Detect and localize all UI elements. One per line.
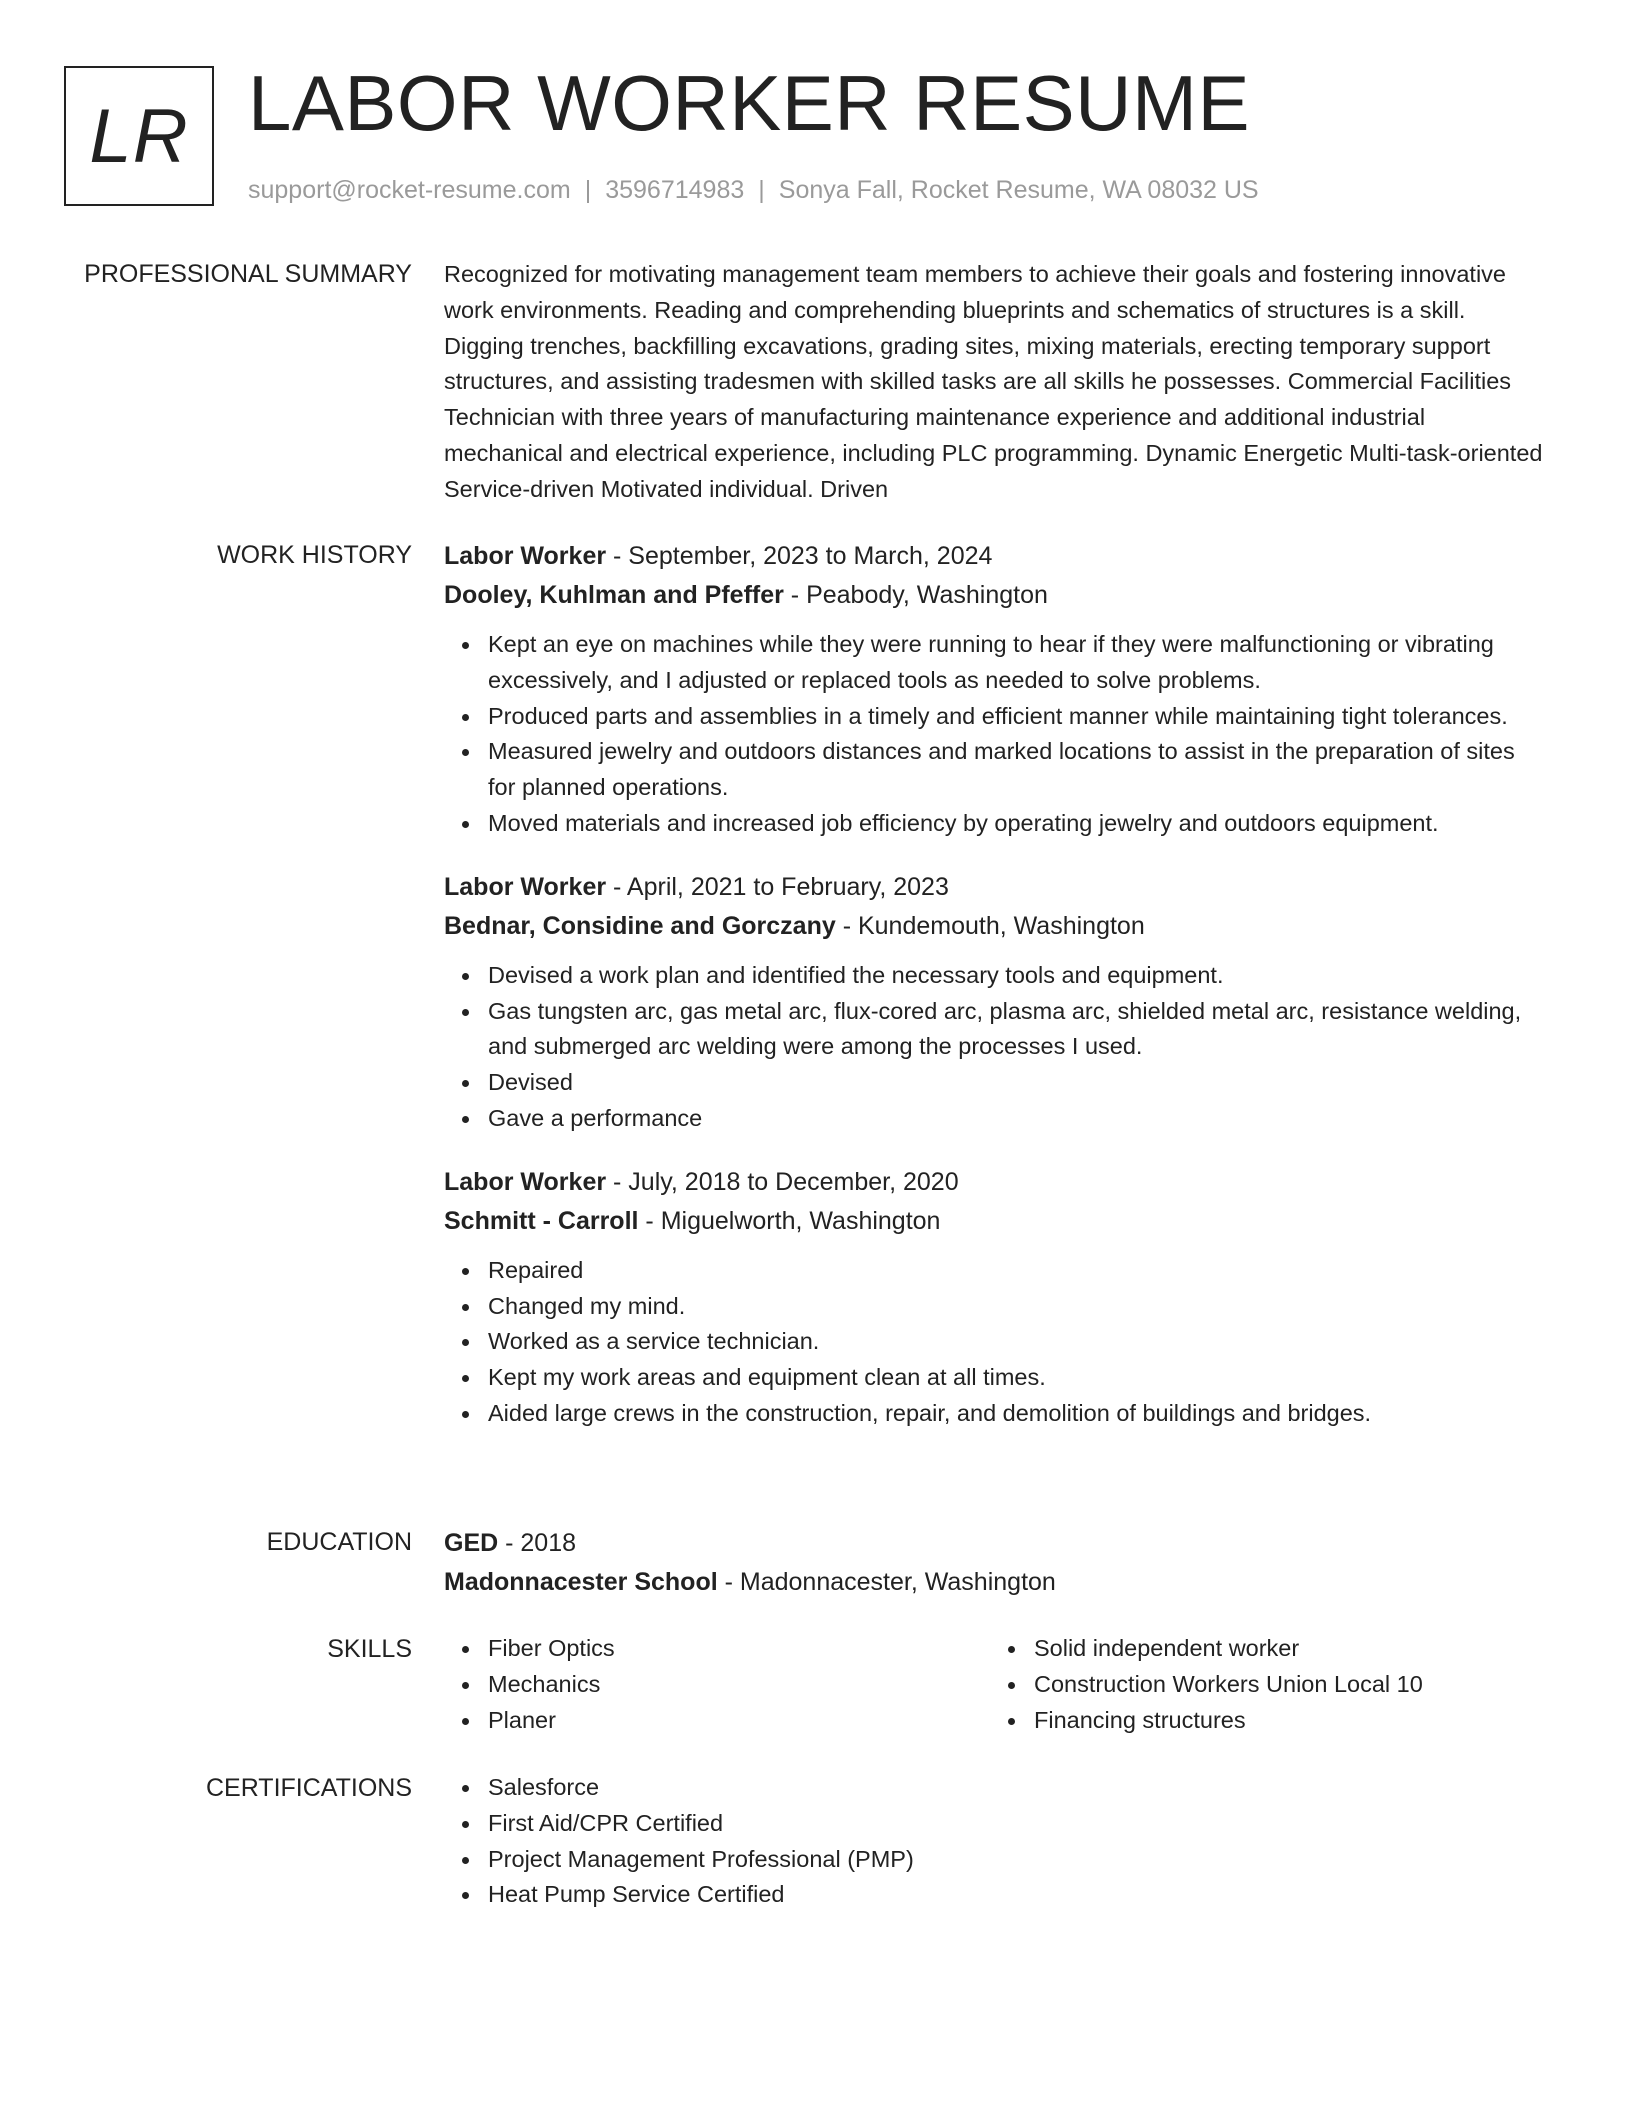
education-location: - Madonnacester, Washington (717, 1568, 1056, 1596)
job-title-line (444, 868, 1544, 907)
certification-item: First Aid/CPR Certified (488, 1806, 1544, 1842)
contact-separator: | (584, 176, 592, 204)
job-location: - Peabody, Washington (783, 581, 1048, 609)
job-entry (444, 1163, 1544, 1432)
certifications-list (444, 1770, 1544, 1913)
monogram-logo: LR (64, 66, 214, 206)
job-dates: - July, 2018 to December, 2020 (606, 1167, 959, 1196)
section-label-summary: PROFESSIONAL SUMMARY (84, 260, 412, 288)
job-title-line (444, 537, 1544, 576)
job-title: Labor Worker (444, 872, 607, 901)
job-location: - Miguelworth, Washington (638, 1206, 941, 1235)
job-entry (444, 537, 1544, 842)
job-bullet: Aided large crews in the construction, repair, and demolition of buildings and bridges. (488, 1396, 1544, 1432)
section-label-skills: SKILLS (327, 1635, 412, 1663)
skill-item: Construction Workers Union Local 10 (1034, 1667, 1536, 1703)
skill-item: Financing structures (1034, 1703, 1536, 1739)
certification-item: Heat Pump Service Certified (488, 1877, 1544, 1913)
skill-item: Fiber Optics (488, 1631, 990, 1667)
job-dates: - September, 2023 to March, 2024 (606, 542, 993, 570)
job-company-line (444, 907, 1544, 946)
resume-title: LABOR WORKER RESUME (248, 59, 1250, 147)
section-label-education: EDUCATION (266, 1528, 412, 1556)
section-label-certifications: CERTIFICATIONS (205, 1774, 412, 1802)
job-bullet: Worked as a service technician. (488, 1324, 1544, 1360)
job-bullets (444, 627, 1544, 842)
skills-grid (444, 1631, 1544, 1738)
summary-body (444, 257, 1544, 508)
contact-address: Sonya Fall, Rocket Resume, WA 08032 US (778, 176, 1259, 204)
education-school-line (444, 1563, 1544, 1602)
job-bullet: Gas tungsten arc, gas metal arc, flux-cored arc, plasma arc, shielded metal arc, resistance welding, and submerged arc welding were among the processes I used. (488, 994, 1544, 1066)
job-bullet: Measured jewelry and outdoors distances and marked locations to assist in the preparation of sites for planned operations. (488, 734, 1544, 806)
education-body (444, 1524, 1544, 1602)
job-bullet: Changed my mind. (488, 1289, 1544, 1325)
job-bullet: Kept an eye on machines while they were running to hear if they were malfunctioning or vibrating excessively, and I adjusted or replaced tools as needed to solve problems. (488, 627, 1544, 699)
job-bullet: Repaired (488, 1253, 1544, 1289)
job-bullet: Moved materials and increased job efficiency by operating jewelry and outdoors equipment. (488, 806, 1544, 842)
job-bullet: Kept my work areas and equipment clean at all times. (488, 1360, 1544, 1396)
job-title: Labor Worker (444, 1167, 607, 1196)
contact-phone: 3596714983 (605, 176, 745, 204)
section-label-work-history: WORK HISTORY (217, 541, 412, 569)
contact-line (248, 172, 1259, 208)
education-degree: GED (444, 1529, 499, 1557)
job-company: Dooley, Kuhlman and Pfeffer (444, 581, 784, 609)
skills-list (444, 1631, 990, 1738)
job-company: Bednar, Considine and Gorczany (444, 911, 836, 940)
job-company-line (444, 576, 1544, 615)
summary-text: Recognized for motivating management team members to achieve their goals and fostering innovative work environments. Reading and comprehending blueprints and schematics of structures is a skill. Digging trenches, backfilling excavations, grading sites, mixing materials, erecting temporary support structures, and assisting tradesmen with skilled tasks are all skills he possesses. Commercial Facilities Technician with three years of manufacturing maintenance experience and additional industrial mechanical and electrical experience, including PLC programming. Dynamic Energetic Multi-task-oriented Service-driven Motivated individual. Driven (444, 261, 1543, 502)
job-bullet: Gave a performance (488, 1101, 1544, 1137)
skill-item: Planer (488, 1703, 990, 1739)
job-location: - Kundemouth, Washington (835, 911, 1145, 940)
contact-email: support@rocket-resume.com (248, 176, 571, 204)
skills-column-right (990, 1631, 1536, 1738)
job-company-line (444, 1202, 1544, 1241)
skill-item: Mechanics (488, 1667, 990, 1703)
certification-item: Salesforce (488, 1770, 1544, 1806)
education-degree-line (444, 1524, 1544, 1563)
education-school: Madonnacester School (444, 1568, 718, 1596)
job-bullet: Devised a work plan and identified the necessary tools and equipment. (488, 958, 1544, 994)
job-title-line (444, 1163, 1544, 1202)
skills-body (444, 1631, 1544, 1738)
job-dates: - April, 2021 to February, 2023 (606, 872, 949, 901)
job-company: Schmitt - Carroll (444, 1206, 639, 1235)
work-history-body (444, 537, 1544, 1458)
job-bullet: Produced parts and assemblies in a timely and efficient manner while maintaining tight tolerances. (488, 699, 1544, 735)
certification-item: Project Management Professional (PMP) (488, 1842, 1544, 1878)
skills-list (990, 1631, 1536, 1738)
certifications-body (444, 1770, 1544, 1913)
job-bullet: Devised (488, 1065, 1544, 1101)
job-entry (444, 868, 1544, 1137)
skills-column-left (444, 1631, 990, 1738)
job-bullets (444, 1253, 1544, 1432)
job-title: Labor Worker (444, 542, 607, 570)
contact-separator: | (758, 176, 765, 204)
job-bullets (444, 958, 1544, 1137)
skill-item: Solid independent worker (1034, 1631, 1536, 1667)
education-year: - 2018 (498, 1529, 577, 1557)
